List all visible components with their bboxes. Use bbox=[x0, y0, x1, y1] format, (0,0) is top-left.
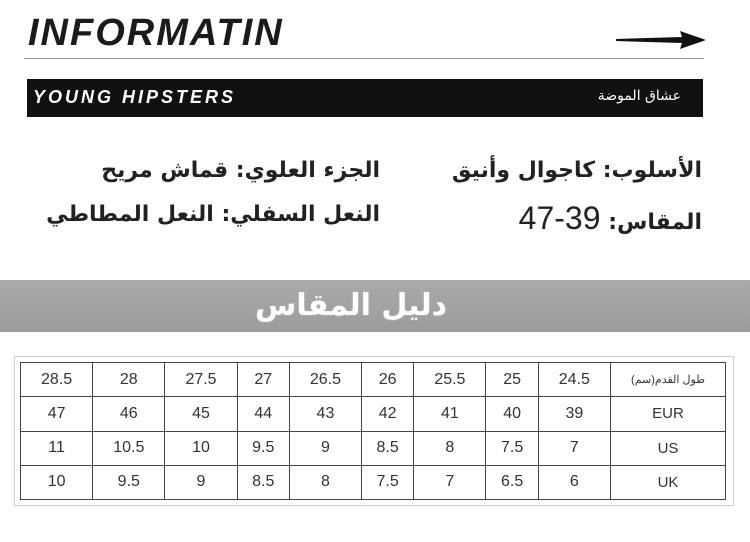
size-cell: 8 bbox=[414, 431, 486, 465]
size-cell: 8.5 bbox=[362, 431, 414, 465]
size-row-label: طول القدم(سم) bbox=[611, 363, 726, 397]
banner-slogan: YOUNG HIPSTERS bbox=[33, 87, 237, 107]
size-cell: 28 bbox=[93, 363, 165, 397]
size-cell: 8 bbox=[289, 465, 361, 499]
size-table-row bbox=[21, 363, 726, 397]
spec-size-label: المقاس: bbox=[608, 210, 702, 235]
size-cell: 44 bbox=[237, 397, 289, 431]
spec-size bbox=[519, 200, 702, 237]
size-cell: 27 bbox=[237, 363, 289, 397]
size-cell: 28.5 bbox=[21, 363, 93, 397]
page-title: INFORMATIN bbox=[28, 12, 284, 54]
size-cell: 9.5 bbox=[237, 431, 289, 465]
title-divider bbox=[24, 58, 704, 59]
size-cell: 10.5 bbox=[93, 431, 165, 465]
brand-banner bbox=[27, 79, 703, 117]
size-cell: 27.5 bbox=[165, 363, 237, 397]
size-cell: 9 bbox=[165, 465, 237, 499]
size-row-label: US bbox=[611, 431, 726, 465]
size-cell: 24.5 bbox=[538, 363, 610, 397]
size-cell: 10 bbox=[21, 465, 93, 499]
size-cell: 43 bbox=[289, 397, 361, 431]
size-cell: 6 bbox=[538, 465, 610, 499]
spec-upper: الجزء العلوي: قماش مريح bbox=[101, 158, 380, 183]
size-table-row bbox=[21, 397, 726, 431]
size-cell: 47 bbox=[21, 397, 93, 431]
size-cell: 41 bbox=[414, 397, 486, 431]
size-cell: 26.5 bbox=[289, 363, 361, 397]
size-cell: 6.5 bbox=[486, 465, 538, 499]
size-cell: 39 bbox=[538, 397, 610, 431]
spec-style: الأسلوب: كاجوال وأنيق bbox=[451, 158, 702, 183]
size-cell: 7 bbox=[414, 465, 486, 499]
size-row-label: UK bbox=[611, 465, 726, 499]
spec-size-value: 39-47 bbox=[518, 200, 601, 236]
size-cell: 7.5 bbox=[362, 465, 414, 499]
size-cell: 7 bbox=[538, 431, 610, 465]
arrow-right-icon bbox=[616, 30, 706, 50]
size-cell: 11 bbox=[21, 431, 93, 465]
size-cell: 9.5 bbox=[93, 465, 165, 499]
size-cell: 9 bbox=[289, 431, 361, 465]
size-cell: 8.5 bbox=[237, 465, 289, 499]
size-table-row bbox=[21, 431, 726, 465]
size-cell: 10 bbox=[165, 431, 237, 465]
size-table-row bbox=[21, 465, 726, 499]
size-cell: 25 bbox=[486, 363, 538, 397]
size-table bbox=[20, 362, 726, 500]
spec-sole: النعل السفلي: النعل المطاطي bbox=[46, 202, 380, 227]
size-guide-title: دليل المقاس bbox=[255, 288, 448, 323]
size-cell: 42 bbox=[362, 397, 414, 431]
size-cell: 7.5 bbox=[486, 431, 538, 465]
banner-tagline: عشاق الموضة bbox=[597, 88, 681, 104]
size-row-label: EUR bbox=[611, 397, 726, 431]
size-cell: 40 bbox=[486, 397, 538, 431]
size-cell: 26 bbox=[362, 363, 414, 397]
size-cell: 46 bbox=[93, 397, 165, 431]
size-cell: 25.5 bbox=[414, 363, 486, 397]
size-cell: 45 bbox=[165, 397, 237, 431]
